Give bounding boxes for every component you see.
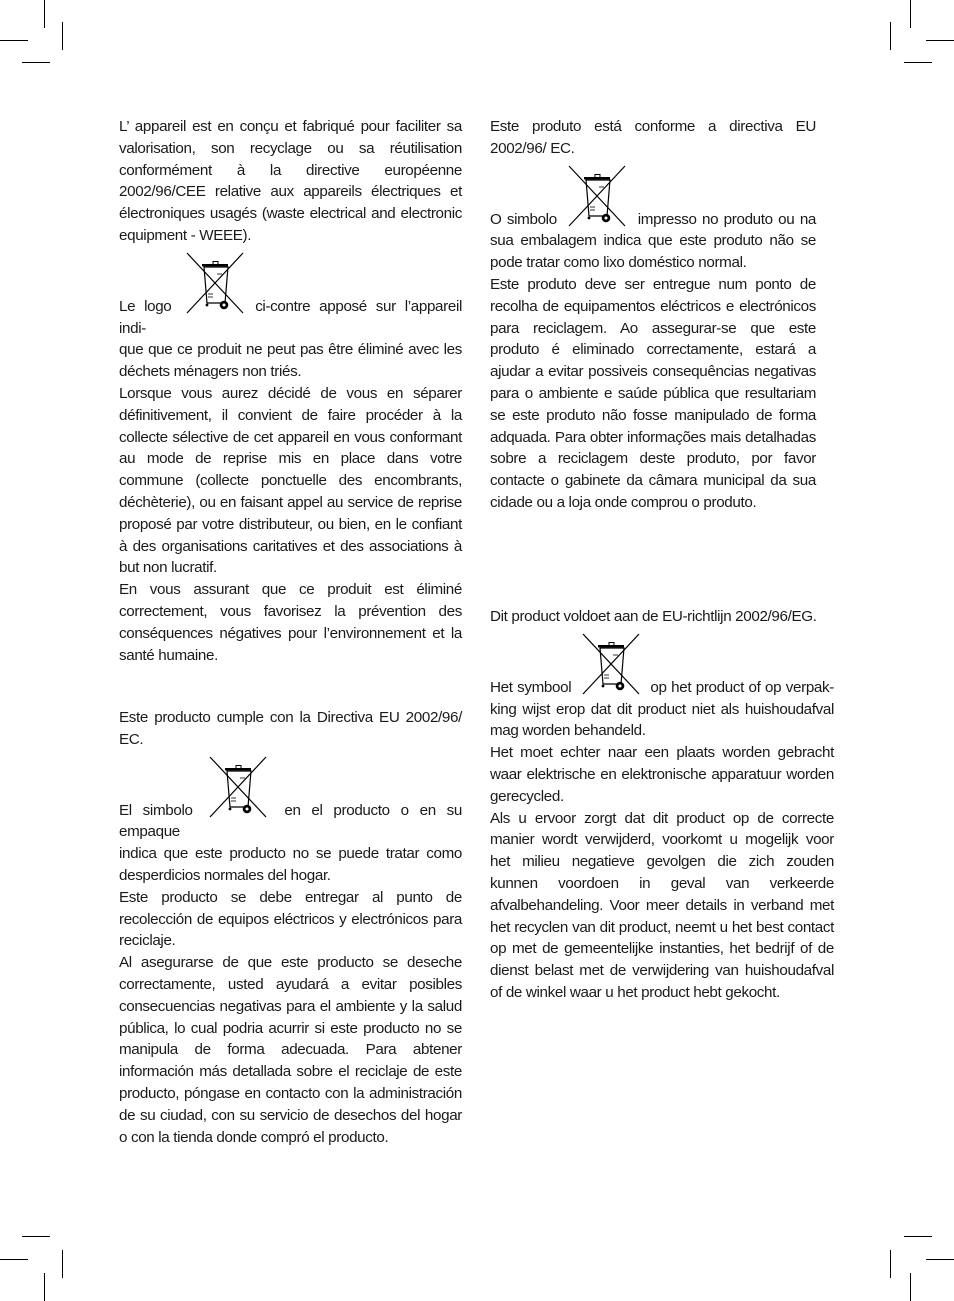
portuguese-intro-paragraph: Este produto está conforme a directiva EU 2002/96/ EC. <box>490 118 816 157</box>
crop-mark <box>22 1236 50 1237</box>
weee-bin-icon <box>184 290 242 311</box>
portuguese-symbol-line <box>490 203 816 231</box>
portuguese-recycling-paragraph: Este produto deve ser entregue num ponto de recolha de equipamentos eléctricos e electrónicos para reciclagem. Ao assegurar-se que este produto é eliminado correctamente, estará a ajudar a evitar possiveis consequências negativas para o ambiente e saúde pública que resultariam se este produto não fosse manipulado de forma adquada. Para obter informações mais detalhadas sobre a reciclagem deste produto, por favor contacte o gabinete da câmara municipal da sua cidade ou a loja onde comprou o produto. <box>490 275 816 511</box>
portuguese-symbol-paragraph-rest: sua embalagem indica que este produto não se pode tratar como lixo doméstico normal. <box>490 232 816 272</box>
spanish-symbol-line <box>119 794 462 844</box>
crop-mark <box>22 62 50 63</box>
crop-mark <box>0 40 28 41</box>
portuguese-symbol-text: impresso no produto ou na <box>637 210 817 228</box>
crop-mark <box>890 1250 891 1278</box>
french-closing-paragraph: En vous assurant que ce produit est éliminé correctement, vous favorisez la prévention des conséquences négatives pour l’environnement et la santé humaine. <box>119 581 462 664</box>
french-disposal-paragraph: Lorsque vous aurez décidé de vous en séparer définitivement, il convient de faire procéder à la collecte sélective de cet appareil en vous conformant au mode de reprise mis en place dans votre commune (collecte ponctuelle des encombrants, déchèterie), ou en faisant appel au service de reprise proposé par votre distributeur, ou bien, en le confiant à des organisations caritatives et des associations à but non lucratif. <box>119 384 462 577</box>
dutch-symbol-label: Het symbool <box>490 678 572 696</box>
dutch-symbol-line <box>490 671 834 699</box>
spanish-intro-paragraph: Este producto cumple con la Directiva EU 2002/96/ EC. <box>119 709 462 748</box>
crop-mark <box>44 1273 45 1301</box>
crop-mark <box>890 22 891 50</box>
crop-mark <box>904 62 932 63</box>
crop-mark <box>910 1273 911 1301</box>
french-logo-label: Le logo <box>119 297 172 315</box>
spanish-symbol-paragraph-rest: indica que este producto no se puede tratar como desperdicios normales del hogar. <box>119 845 462 884</box>
weee-bin-icon <box>566 203 628 224</box>
spanish-symbol-text: en el producto o en su empaque <box>119 801 463 841</box>
dutch-symbol-paragraph-rest: king wijst erop dat dit product niet als huishoudafval mag worden behandeld. <box>490 700 834 740</box>
crop-mark <box>44 0 45 28</box>
spanish-collection-paragraph: Este producto se debe entregar al punto de recolección de equipos eléctricos y electrónicos para reciclaje. <box>119 888 462 950</box>
crop-mark <box>926 1259 954 1260</box>
dutch-collection-paragraph: Het moet echter naar een plaats worden gebracht waar elektrische en elektronische apparatuur worden gerecycled. <box>490 744 834 805</box>
french-intro-paragraph: L’ appareil est en conçu et fabriqué pour faciliter sa valorisation, son recyclage ou sa réutilisation conformément à la directive européenne 2002/96/CEE relative aux appareils électriques et électroniques usagés (waste electrical and electronic equipment - WEEE). <box>119 118 462 244</box>
dutch-section <box>490 606 834 1004</box>
weee-bin-icon <box>580 671 642 692</box>
portuguese-symbol-label: O simbolo <box>490 210 557 228</box>
dutch-intro-paragraph: Dit product voldoet aan de EU-richtlijn 2002/96/EG. <box>490 608 817 625</box>
french-logo-paragraph-rest: que que ce produit ne peut pas être éliminé avec les déchets ménagers non triés. <box>119 341 462 381</box>
crop-mark <box>62 22 63 50</box>
portuguese-section <box>490 116 816 514</box>
french-logo-line <box>119 290 462 340</box>
spanish-section <box>119 707 462 1148</box>
crop-mark <box>0 1259 28 1260</box>
french-logo-text: ci-contre apposé sur l’appareil indi- <box>119 297 462 337</box>
crop-mark <box>926 40 954 41</box>
dutch-symbol-text: op het product of op verpak- <box>650 678 834 696</box>
french-section <box>119 116 462 666</box>
weee-bin-icon <box>207 794 269 815</box>
crop-mark <box>62 1250 63 1278</box>
spanish-symbol-label: El simbolo <box>119 801 193 819</box>
crop-mark <box>910 0 911 28</box>
spanish-disposal-paragraph: Al asegurarse de que este producto se deseche correctamente, usted ayudará a evitar posibles consecuencias negativas para el ambiente y la salud pública, lo cual podria acurrir si este producto no se manipula de forma adecuada. Para abtener información más detallada sobre el reciclaje de este producto, póngase en contacto con la administración de su ciudad, con su servicio de desechos del hogar o con la tienda donde compró el producto. <box>119 954 462 1146</box>
dutch-disposal-paragraph: Als u ervoor zorgt dat dit product op de correcte manier wordt verwijderd, voorkomt u mogelijk voor het milieu negatieve gevolgen die zich zouden kunnen voordoen in geval van verkeerde afvalbehandeling. Voor meer details in verband met het recyclen van dit product, neemt u het best contact op met de gemeentelijke instanties, het bedrijf of de dienst belast met de verwijdering van huishoudafval of de winkel waar u het product hebt gekocht. <box>490 809 834 1001</box>
crop-mark <box>904 1236 932 1237</box>
